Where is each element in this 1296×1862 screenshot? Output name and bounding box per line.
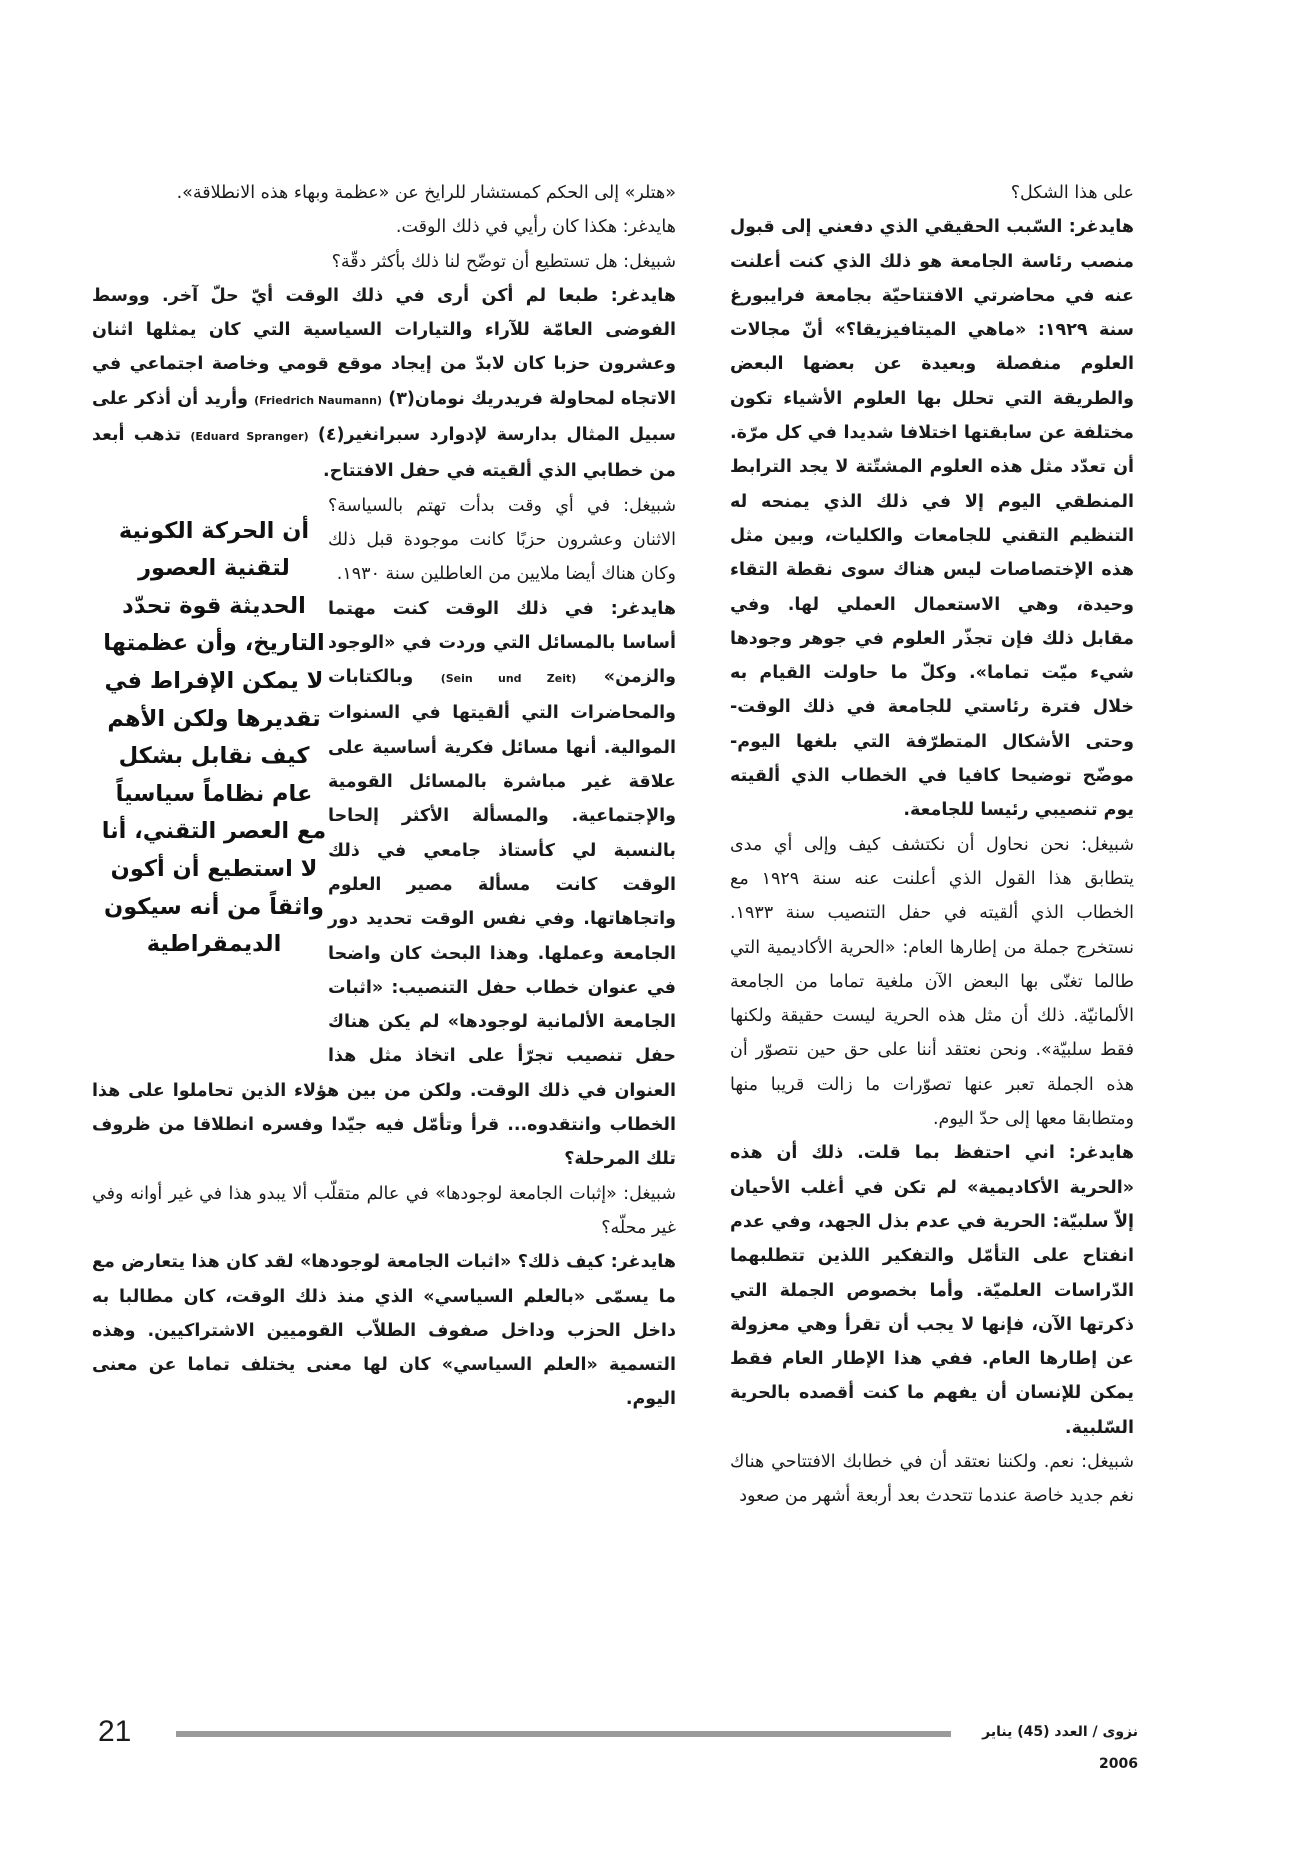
- latin-name: (Friedrich Naumann): [254, 393, 383, 407]
- left-text-column: [92, 176, 676, 1417]
- right-text-column: [730, 176, 1134, 1514]
- paragraph: هايدغر: هكذا كان رأيي في ذلك الوقت.: [395, 217, 676, 238]
- page-footer: [0, 1712, 1296, 1772]
- paragraph-text: وأريد أن أذكر على سبيل المثال بدارسة لإدوارد سبرانغير(٤): [92, 388, 677, 446]
- paragraph: هايدغر: السّبب الحقيقي الذي دفعني إلى قبول منصب رئاسة الجامعة هو ذلك الذي كنت أعلنت عنه في محاضرتي الافتتاحيّة بجامعة فرايبورغ سنة ١٩٢٩: «ماهي الميتافيزيقا؟» أنّ مجالات العلوم منفصلة وبعيدة عن بعضها البعض والطريقة التي تحلل بها العلوم الأشياء تكون مختلفة عن سابقتها اختلافا شديدا في كل مرّة. أن تعدّد مثل هذه العلوم المشتّتة لا يجد الترابط المنطقي اليوم إلا في ذلك الذي يمنحه له التنظيم التقني للجامعات والكليات، وبين مثل هذه الإختصاصات ليس هناك سوى نقطة التقاء وحيدة، وهي الاستعمال العملي لها. وفي مقابل ذلك فإن تجذّر العلوم في جوهر وجودها شيء ميّت تماما». وكلّ ما حاولت القيام به خلال فترة رئاستي للجامعة في ذلك الوقت- وحتى الأشكال المتطرّفة التي بلغها اليوم- موضّح توضيحا كافيا في الخطاب الذي ألقيته يوم تنصيبي رئيسا للجامعة.: [730, 217, 1134, 821]
- paragraph: «هتلر» إلى الحكم كمستشار للرايخ عن «عظمة وبهاء هذه الانطلاقة».: [176, 183, 676, 203]
- paragraph: شبيغل: «إثبات الجامعة لوجودها» في عالم متقلّب ألا يبدو هذا في غير أوانه وفي غير محلّه؟: [92, 1183, 676, 1238]
- paragraph: شبيغل: هل تستطيع أن توضّح لنا ذلك بأكثر دقّة؟: [331, 251, 676, 272]
- paragraph-text: هايدغر: في ذلك الوقت كنت مهتما أساسا بالمسائل التي وردت في «الوجود والزمن»: [328, 598, 677, 688]
- paragraph: على هذا الشكل؟: [1010, 183, 1134, 203]
- paragraph: هايدغر: اني احتفظ بما قلت. ذلك أن هذه «الحرية الأكاديمية» لم تكن في أغلب الأحيان إلاّ سلبيّة: الحرية في عدم بذل الجهد، وفي عدم انفتاح على التأمّل والتفكير اللذين تتطلبهما الدّراسات العلميّة. وأما بخصوص الجملة التي ذكرتها الآن، فإنها لا يجب أن تقرأ وهي معزولة عن إطارها العام. ففي هذا الإطار العام فقط يمكن للإنسان أن يفهم ما كنت أقصده بالحرية السّلبية.: [730, 1143, 1134, 1438]
- footer-rule: [176, 1731, 951, 1737]
- paragraph: شبيغل: في أي وقت بدأت تهتم بالسياسة؟ الاثنان وعشرون حزبًا كانت موجودة قبل ذلك وكان هناك أيضا ملايين من العاطلين سنة ١٩٣٠.: [328, 495, 676, 585]
- paragraph: شبيغل: نعم. ولكننا نعتقد أن في خطابك الافتتاحي هناك نغم جديد خاصة عندما تتحدث بعد أربعة أشهر من صعود: [730, 1451, 1134, 1507]
- paragraph: شبيغل: نحن نحاول أن نكتشف كيف وإلى أي مدى يتطابق هذا القول الذي أعلنت عنه سنة ١٩٢٩ مع الخطاب الذي ألقيته في حفل التنصيب سنة ١٩٣٣. نستخرج جملة من إطارها العام: «الحرية الأكاديمية التي طالما تغنّى بها البعض الآن ملغية تماما من الجامعة الألمانيّة. ذلك أن مثل هذه الحرية ليست حقيقة ولكنها فقط سلبيّة». ونحن نعتقد أننا على حق حين نتصوّر أن هذه الجملة تعبر عنها تصوّرات ما زالت قريبا منها ومتطابقا معها إلى حدّ اليوم.: [730, 834, 1134, 1130]
- paragraph-text: هايدغر: طبعا لم أكن أرى في ذلك الوقت أيّ حلّ آخر. ووسط الفوضى العامّة للآراء والتيارات السياسية التي كان يمثلها اثنان وعشرون حزبا كان لابدّ من إيجاد موقع قومي وخاصة اجتماعي في الاتجاه لمحاولة فريدريك نومان(٣): [92, 285, 676, 409]
- latin-name: (Sein und Zeit): [440, 672, 577, 686]
- paragraph: هايدغر: كيف ذلك؟ «اثبات الجامعة لوجودها» لقد كان هذا يتعارض مع ما يسمّى «بالعلم السياسي» الذي منذ ذلك الوقت، كان مطالبا به داخل الحزب وداخل صفوف الطلاّب القوميين الاشتراكيين. وهذه التسمية «العلم السياسي» كان لها معنى يختلف تماما عن معنى اليوم.: [92, 1252, 676, 1410]
- pull-quote: أن الحركة الكونية لتقنية العصور الحديثة قوة تحدّد التاريخ، وأن عظمتها لا يمكن الإفراط في تقديرها ولكن الأهم كيف نقابل بشكل عام نظاماً سياسياً مع العصر التقني، أنا لا استطيع أن أكون واثقاً من أنه سيكون الديمقراطية: [101, 517, 327, 958]
- paragraph: [92, 279, 676, 489]
- issue-label: نزوى / العدد (45) يناير 2006: [982, 1724, 1138, 1772]
- page-number: 21: [98, 1715, 132, 1748]
- latin-name: (Eduard Spranger): [190, 430, 309, 444]
- paragraph-text: وبالكتابات والمحاضرات التي ألقيتها في السنوات الموالية. أنها مسائل فكرية أساسية على علاقة غير مباشرة بالمسائل القومية والإجتماعية. والمسألة الأكثر إلحاحا بالنسبة لي كأستاذ جامعي في ذلك الوقت كانت مسألة مصير العلوم واتجاهاتها. وفي نفس الوقت تحديد دور الجامعة وعملها. وهذا البحث كان واضحا في عنوان خطاب حفل التنصيب: «اثبات الجامعة الألمانية لوجودها» لم يكن هناك حفل تنصيب تجرّأ على اتخاذ مثل هذا العنوان في ذلك الوقت. ولكن من بين هؤلاء الذين تحاملوا على هذا الخطاب وانتقدوه... قرأ وتأمّل فيه جيّدا وفسره انطلاقا من ظروف تلك المرحلة؟: [92, 667, 676, 1170]
- paragraph-text: تذهب أبعد من خطابي الذي ألقيته في حفل الافتتاح.: [92, 425, 676, 482]
